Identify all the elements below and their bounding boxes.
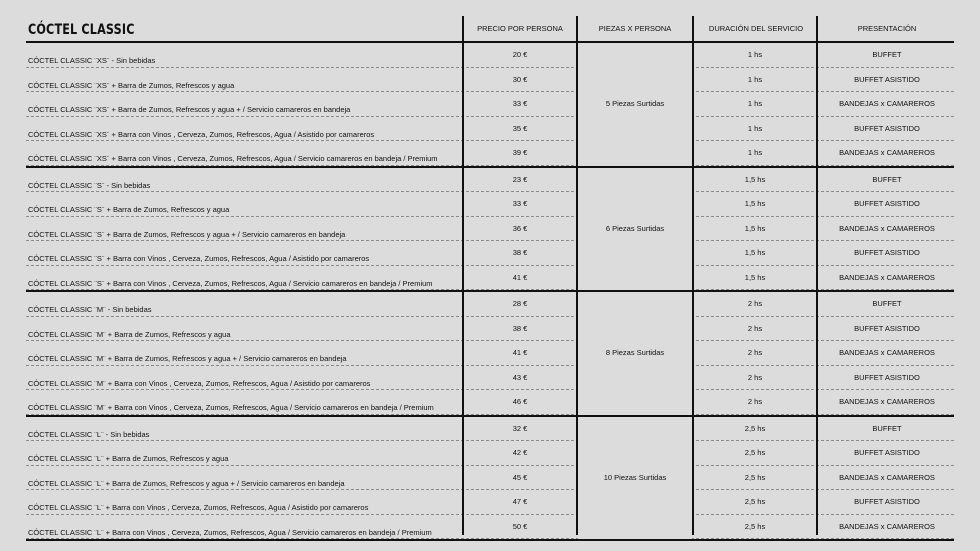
row-presentation: BANDEJAS x CAMAREROS [839, 148, 935, 157]
row-duration: 2 hs [747, 397, 763, 406]
row-description: CÓCTEL CLASSIC ¨M¨ + Barra con Vinos , Cerveza, Zumos, Refrescos, Agua / Asistido por camareros [28, 378, 371, 388]
table-row [26, 341, 954, 366]
row-price: 32 € [512, 423, 528, 433]
row-group [26, 292, 954, 417]
row-description: CÓCTEL CLASSIC ¨M¨ + Barra con Vinos , Cerveza, Zumos, Refrescos, Agua / Servicio camareros en bandeja / Premium [28, 403, 434, 412]
row-price: 38 € [512, 323, 528, 333]
header-presentation: PRESENTACIÓN [857, 24, 917, 33]
pieces-per-person: 10 Piezas Surtidas [603, 472, 667, 482]
row-presentation: BUFFET [872, 423, 902, 433]
row-price: 41 € [512, 272, 528, 282]
row-duration: 2 hs [747, 299, 763, 308]
row-presentation: BUFFET ASISTIDO [854, 372, 920, 382]
row-presentation: BUFFET ASISTIDO [854, 448, 920, 457]
row-presentation: BANDEJAS x CAMAREROS [839, 521, 935, 531]
table-row [26, 266, 954, 291]
header-price: PRECIO POR PERSONA [477, 24, 563, 33]
row-presentation: BUFFET ASISTIDO [854, 323, 920, 333]
row-duration: 1,5 hs [744, 174, 766, 184]
row-price: 45 € [512, 472, 528, 482]
table-row [26, 292, 954, 317]
row-price: 46 € [512, 397, 528, 406]
column-divider [576, 16, 578, 535]
row-duration: 2,5 hs [744, 472, 766, 482]
row-duration: 2,5 hs [744, 423, 766, 433]
pieces-per-person: 8 Piezas Surtidas [605, 348, 665, 358]
row-presentation: BANDEJAS x CAMAREROS [839, 472, 935, 482]
row-description: CÓCTEL CLASSIC ¨M¨ + Barra de Zumos, Refrescos y agua [28, 329, 231, 339]
row-description: CÓCTEL CLASSIC ¨L¨ + Barra con Vinos , Cerveza, Zumos, Refrescos, Agua / Asistido por camareros [28, 503, 369, 512]
row-description: CÓCTEL CLASSIC ¨L¨ + Barra con Vinos , Cerveza, Zumos, Refrescos, Agua / Servicio camareros en bandeja / Premium [28, 527, 432, 537]
row-price: 28 € [512, 299, 528, 308]
table-body [26, 43, 954, 541]
row-presentation: BUFFET [872, 50, 902, 59]
pieces-per-person: 5 Piezas Surtidas [605, 99, 665, 109]
row-presentation: BANDEJAS x CAMAREROS [839, 99, 935, 108]
header-pieces: PIEZAS X PERSONA [598, 24, 672, 33]
row-description: CÓCTEL CLASSIC ¨S¨ + Barra de Zumos, Refrescos y agua + / Servicio camareros en bandeja [28, 229, 346, 239]
column-divider [462, 16, 464, 535]
row-duration: 2,5 hs [744, 448, 766, 457]
row-duration: 2 hs [747, 348, 763, 357]
row-group [26, 168, 954, 293]
row-duration: 1,5 hs [744, 199, 766, 208]
row-duration: 2 hs [747, 372, 763, 382]
table-row [26, 43, 954, 68]
row-duration: 1,5 hs [744, 272, 766, 282]
row-duration: 2 hs [747, 323, 763, 333]
header-duration: DURACIÓN DEL SERVICIO [708, 24, 804, 33]
row-presentation: BANDEJAS x CAMAREROS [839, 272, 935, 282]
row-duration: 1 hs [747, 148, 763, 157]
table-row [26, 366, 954, 391]
row-description: CÓCTEL CLASSIC ¨XS¨ + Barra de Zumos, Refrescos y agua [28, 80, 235, 90]
table-row [26, 417, 954, 442]
row-description: CÓCTEL CLASSIC ¨L¨ - Sin bebidas [28, 429, 150, 439]
row-presentation: BUFFET ASISTIDO [854, 248, 920, 257]
row-description: CÓCTEL CLASSIC ¨S¨ + Barra con Vinos , Cerveza, Zumos, Refrescos, Agua / Servicio camareros en bandeja / Premium [28, 278, 433, 288]
row-presentation: BANDEJAS x CAMAREROS [839, 348, 935, 357]
table-row [26, 241, 954, 266]
table-row [26, 441, 954, 466]
row-duration: 1 hs [747, 123, 763, 133]
row-description: CÓCTEL CLASSIC ¨L¨ + Barra de Zumos, Refrescos y agua + / Servicio camareros en bandeja [28, 478, 345, 488]
row-duration: 1,5 hs [744, 223, 766, 233]
row-presentation: BUFFET [872, 174, 902, 184]
table-row [26, 490, 954, 515]
row-presentation: BUFFET ASISTIDO [854, 123, 920, 133]
row-duration: 2,5 hs [744, 521, 766, 531]
row-description: CÓCTEL CLASSIC ¨XS¨ - Sin bebidas [28, 56, 156, 65]
row-price: 43 € [512, 372, 528, 382]
row-presentation: BUFFET ASISTIDO [854, 497, 920, 506]
row-price: 33 € [512, 199, 528, 208]
table-row [26, 117, 954, 142]
row-price: 35 € [512, 123, 528, 133]
row-price: 50 € [512, 521, 528, 531]
table-header [26, 16, 954, 43]
row-description: CÓCTEL CLASSIC ¨XS¨ + Barra con Vinos , Cerveza, Zumos, Refrescos, Agua / Asistido por camareros [28, 129, 375, 139]
pricing-table [26, 16, 954, 541]
row-group [26, 417, 954, 542]
table-title: CÓCTEL CLASSIC [28, 22, 135, 38]
row-description: CÓCTEL CLASSIC ¨S¨ - Sin bebidas [28, 180, 151, 190]
table-row [26, 390, 954, 415]
row-description: CÓCTEL CLASSIC ¨M¨ - Sin bebidas [28, 305, 152, 314]
row-description: CÓCTEL CLASSIC ¨XS¨ + Barra con Vinos , Cerveza, Zumos, Refrescos, Agua / Servicio camareros en bandeja / Premium [28, 154, 438, 163]
table-row [26, 317, 954, 342]
column-divider [816, 16, 818, 535]
row-price: 20 € [512, 50, 528, 59]
row-duration: 1 hs [747, 99, 763, 108]
pieces-per-person: 6 Piezas Surtidas [605, 223, 665, 233]
table-row [26, 68, 954, 93]
row-price: 39 € [512, 148, 528, 157]
row-presentation: BUFFET [872, 299, 902, 308]
table-row [26, 92, 954, 117]
table-row [26, 168, 954, 193]
row-price: 42 € [512, 448, 528, 457]
column-divider [692, 16, 694, 535]
row-group [26, 43, 954, 168]
row-price: 38 € [512, 248, 528, 257]
row-duration: 2,5 hs [744, 497, 766, 506]
row-duration: 1 hs [747, 50, 763, 59]
table-row [26, 192, 954, 217]
row-description: CÓCTEL CLASSIC ¨S¨ + Barra de Zumos, Refrescos y agua [28, 205, 230, 214]
row-presentation: BUFFET ASISTIDO [854, 199, 920, 208]
table-row [26, 515, 954, 540]
row-price: 47 € [512, 497, 528, 506]
row-price: 23 € [512, 174, 528, 184]
row-duration: 1 hs [747, 74, 763, 84]
row-duration: 1,5 hs [744, 248, 766, 257]
row-price: 30 € [512, 74, 528, 84]
row-price: 36 € [512, 223, 528, 233]
row-presentation: BUFFET ASISTIDO [854, 74, 920, 84]
table-row [26, 466, 954, 491]
row-description: CÓCTEL CLASSIC ¨L¨ + Barra de Zumos, Refrescos y agua [28, 454, 229, 463]
row-presentation: BANDEJAS x CAMAREROS [839, 223, 935, 233]
row-description: CÓCTEL CLASSIC ¨M¨ + Barra de Zumos, Refrescos y agua + / Servicio camareros en bandeja [28, 354, 347, 363]
row-price: 41 € [512, 348, 528, 357]
row-price: 33 € [512, 99, 528, 108]
table-row [26, 217, 954, 242]
row-description: CÓCTEL CLASSIC ¨XS¨ + Barra de Zumos, Refrescos y agua + / Servicio camareros en bandeja [28, 105, 351, 114]
row-presentation: BANDEJAS x CAMAREROS [839, 397, 935, 406]
row-description: CÓCTEL CLASSIC ¨S¨ + Barra con Vinos , Cerveza, Zumos, Refrescos, Agua / Asistido por camareros [28, 254, 370, 263]
table-row [26, 141, 954, 166]
